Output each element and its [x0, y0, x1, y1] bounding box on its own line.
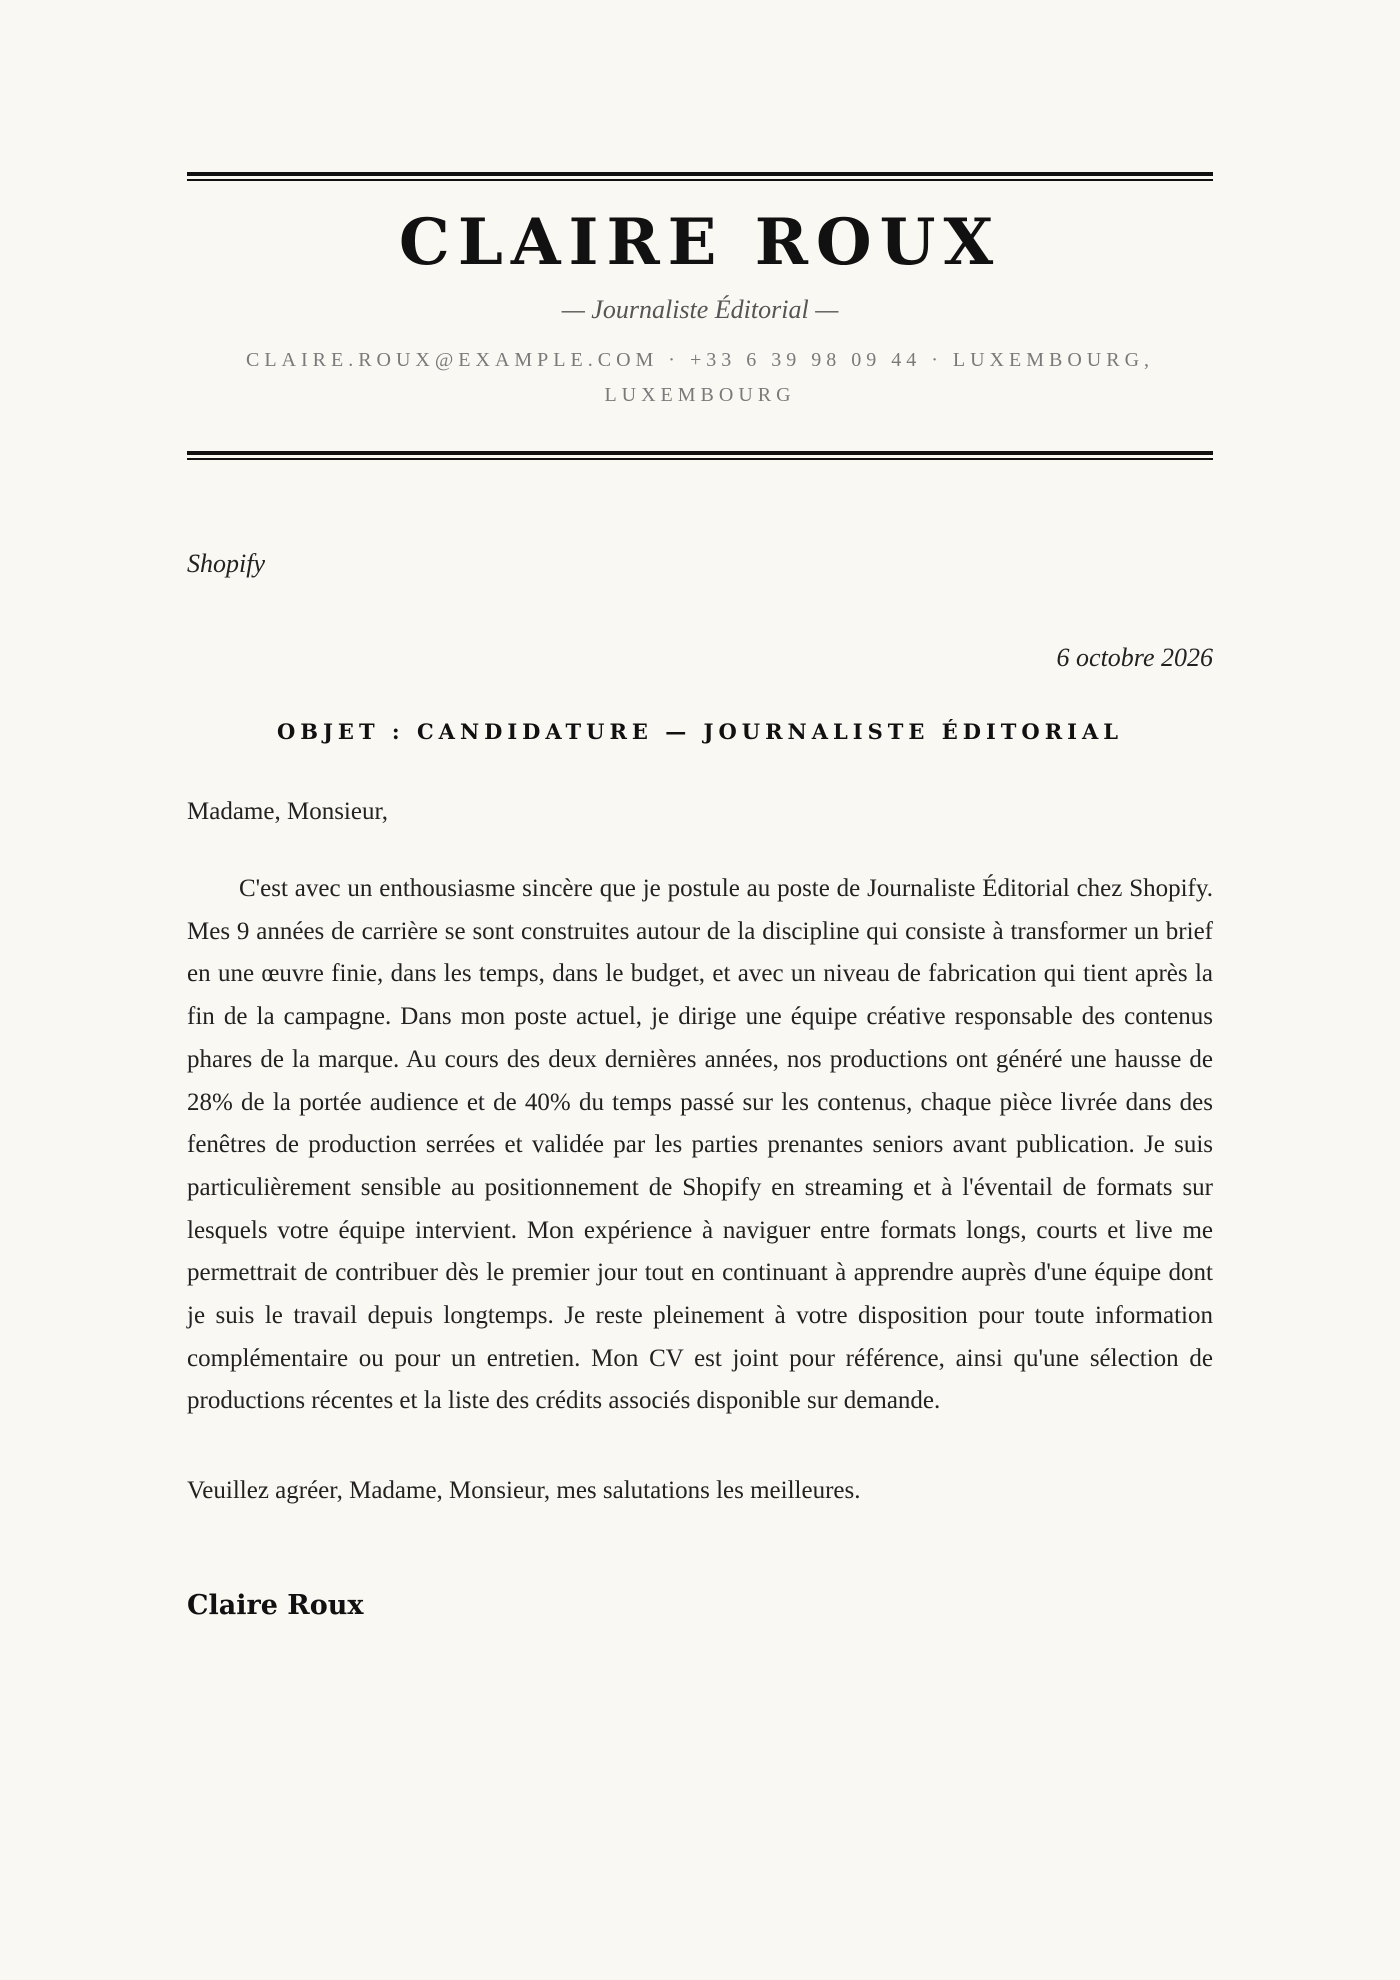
header-bottom-rule: [187, 451, 1213, 460]
header-top-rule: [187, 172, 1213, 181]
letter-subject: OBJET : CANDIDATURE — JOURNALISTE ÉDITORIAL: [276, 719, 1124, 744]
letter-body-paragraph: C'est avec un enthousiasme sincère que je postule au poste de Journaliste Éditorial chez Shopify. Mes 9 années de carrière se sont construites autour de la discipline qui consiste à transformer un brief en une œuvre finie, dans les temps, dans le budget, et avec un niveau de fabrication qui tient après la fin de la campagne. Dans mon poste actuel, je dirige une équipe créative responsable des contenus phares de la marque. Au cours des deux dernières années, nos productions ont généré une hausse de 28% de la portée audience et de 40% du temps passé sur les contenus, chaque pièce livrée dans des fenêtres de production serrées et validée par les parties prenantes seniors avant publication. Je suis particulièrement sensible au positionnement de Shopify en streaming et à l'éventail de formats sur lesquels votre équipe intervient. Mon expérience à naviguer entre formats longs, courts et live me permettrait de contribuer dès le premier jour tout en continuant à apprendre auprès d'une équipe dont je suis le travail depuis longtemps. Je reste pleinement à votre disposition pour toute information complémentaire ou pour un entretien. Mon CV est joint pour référence, ainsi qu'une sélection de productions récentes et la liste des crédits associés disponible sur demande.: [187, 875, 1213, 1415]
sender-contact-info: CLAIRE.ROUX@EXAMPLE.COM · +33 6 39 98 09 44 · LUXEMBOURG, LUXEMBOURG: [245, 349, 1155, 406]
recipient-company: Shopify: [187, 549, 265, 578]
cover-letter-page: [187, 172, 1213, 1623]
letter-signature: Claire Roux: [187, 1590, 364, 1622]
letter-salutation: Madame, Monsieur,: [187, 798, 389, 825]
letter-header: [187, 203, 1213, 413]
letter-date: 6 octobre 2026: [1056, 643, 1213, 672]
sender-name: CLAIRE ROUX: [398, 205, 1002, 280]
sender-job-title: — Journaliste Éditorial —: [561, 295, 839, 324]
letter-closing: Veuillez agréer, Madame, Monsieur, mes salutations les meilleures.: [187, 1477, 861, 1505]
